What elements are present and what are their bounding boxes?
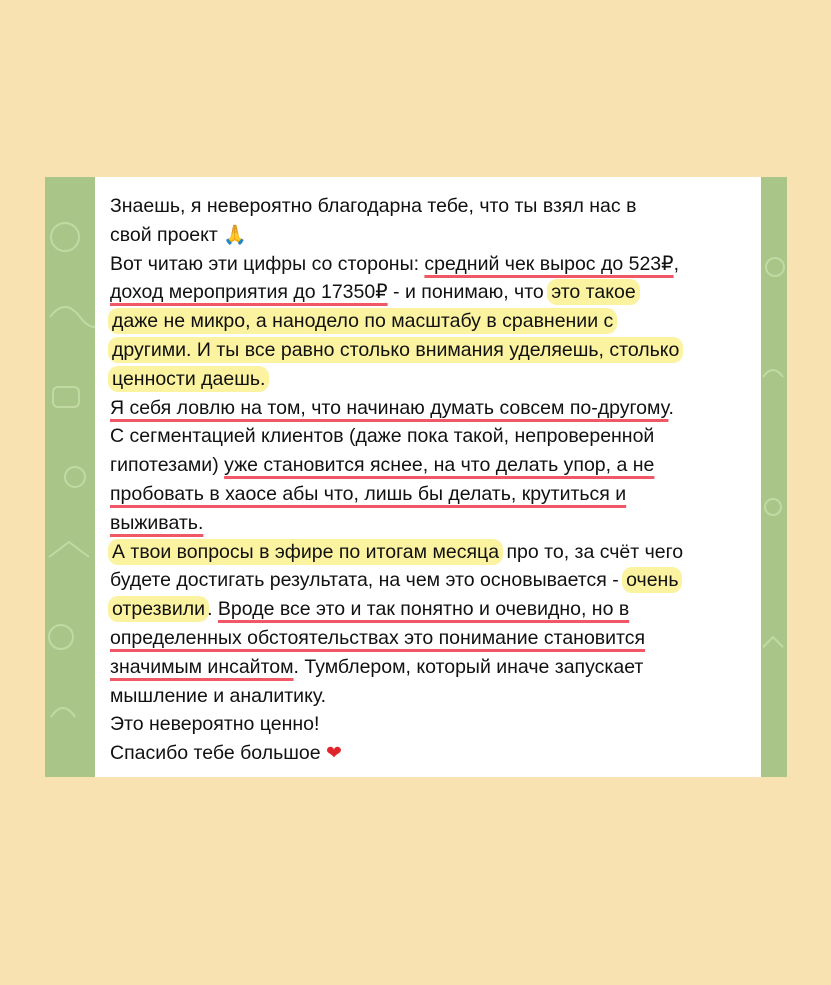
message-line: гипотезами) уже становится яснее, на что делать упор, а не (110, 454, 655, 477)
highlighted-phrase: А твои вопросы в эфире по итогам месяца (112, 540, 500, 563)
underlined-phrase: выживать. (110, 511, 204, 534)
message-line: Знаешь, я невероятно благодарна тебе, что ты взял нас в (110, 195, 637, 217)
highlighted-phrase: даже не микро, а нанодело по масштабу в сравнении с (112, 310, 614, 333)
message-line: А твои вопросы в эфире по итогам месяца про то, за счёт чего (112, 540, 684, 563)
message-line: Это невероятно ценно! (110, 713, 320, 736)
message-line (110, 307, 750, 336)
message-line: Вот читаю эти цифры со стороны: средний чек вырос до 523₽, (110, 252, 679, 275)
wallpaper-doodles-right (761, 177, 787, 777)
underlined-phrase: определенных обстоятельствах это понимание становится (110, 626, 646, 649)
folded-hands-emoji-icon: 🙏 (223, 223, 247, 246)
chat-wallpaper-right (761, 177, 787, 777)
message-line (110, 336, 750, 365)
message-line: значимым инсайтом. Тумблером, который иначе запускает (110, 655, 644, 678)
underlined-phrase: средний чек вырос до 523₽ (424, 252, 674, 275)
message-line: мышление и аналитику. (110, 684, 327, 707)
red-heart-emoji-icon: ❤ (326, 742, 342, 765)
message-bubble[interactable] (95, 177, 761, 777)
message-line (110, 480, 750, 509)
underlined-phrase: Я себя ловлю на том, что начинаю думать совсем по-другому (110, 396, 669, 419)
message-line: свой проект 🙏 (110, 223, 247, 246)
message-line (110, 365, 750, 394)
underlined-phrase: Вроде все это и так понятно и очевидно, но в (217, 598, 630, 621)
message-line: С сегментацией клиентов (даже пока такой, непроверенной (110, 425, 655, 448)
message-line (110, 624, 750, 653)
highlighted-phrase: это такое (551, 281, 636, 304)
highlighted-phrase: другими. И ты все равно столько внимания уделяешь, столько (112, 338, 680, 361)
message-line (110, 509, 750, 538)
chat-screenshot (45, 177, 787, 777)
underlined-phrase: пробовать в хаосе абы что, лишь бы делать, крутиться и (110, 482, 627, 505)
underlined-phrase: уже становится яснее, на что делать упор, а не (224, 454, 655, 477)
message-line: отрезвили . Вроде все это и так понятно и очевидно, но в (112, 598, 630, 621)
message-line: Спасибо тебе большое ❤ (110, 742, 342, 765)
underlined-phrase: доход мероприятия до 17350₽ (110, 281, 388, 304)
highlighted-phrase: очень (626, 569, 679, 592)
highlighted-phrase: отрезвили (112, 598, 206, 621)
message-line: будете достигать результата, на чем это основывается - очень (110, 569, 679, 592)
chat-wallpaper-left (45, 177, 95, 777)
highlighted-phrase: ценности даешь. (112, 367, 266, 390)
wallpaper-doodles (45, 177, 95, 777)
message-text (110, 192, 750, 768)
message-line: Я себя ловлю на том, что начинаю думать совсем по-другому. (110, 396, 674, 419)
message-line: доход мероприятия до 17350₽ - и понимаю, что это такое (110, 281, 636, 304)
underlined-phrase: значимым инсайтом (110, 655, 294, 678)
